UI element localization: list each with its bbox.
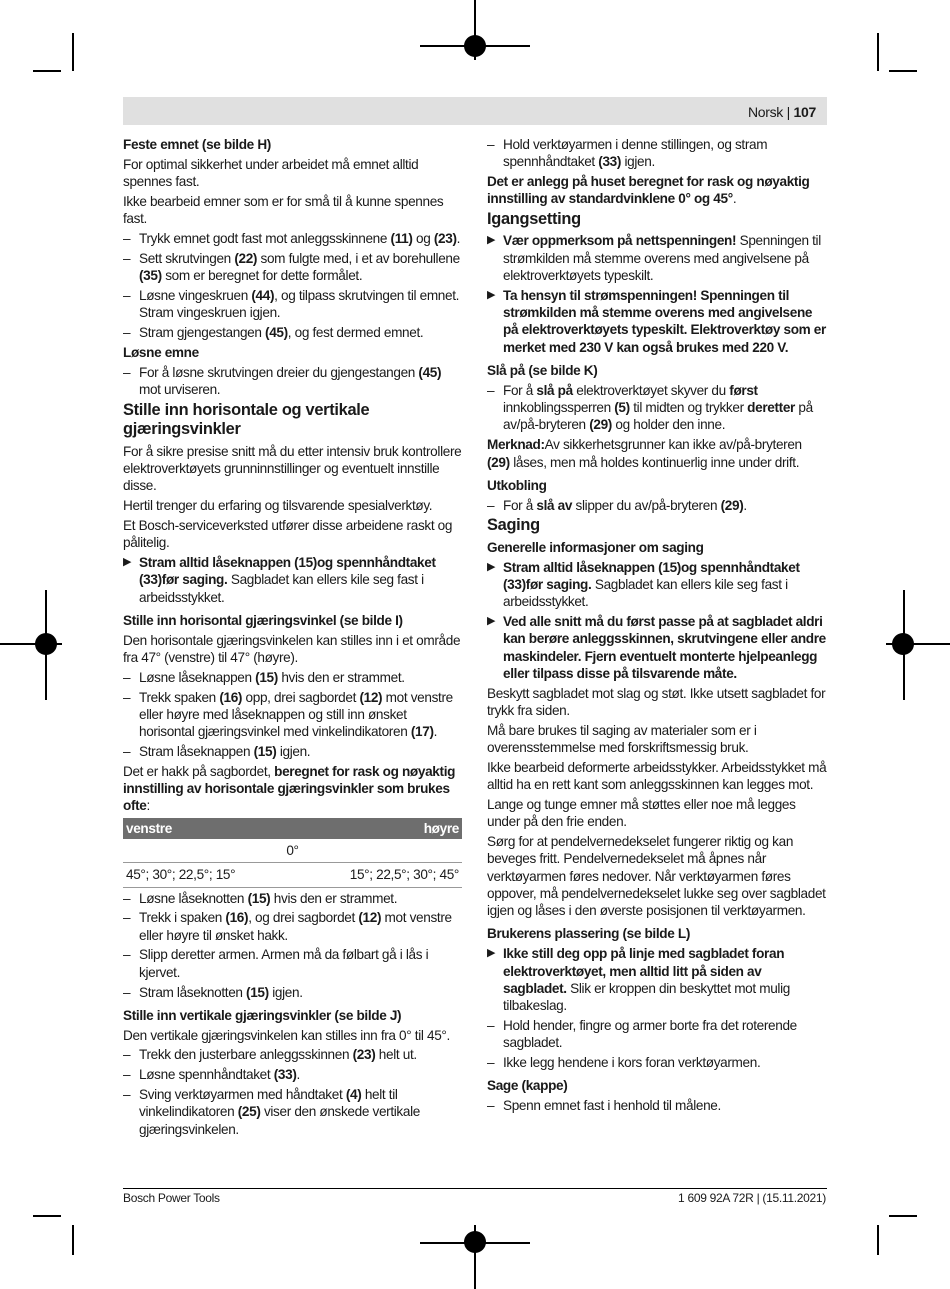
page-number: 107 [793, 104, 816, 120]
paragraph: Det er anlegg på huset beregnet for rask og nøyaktig innstilling av standardvinklene 0° og 45°. [487, 174, 810, 207]
section-title-utkobling: Utkobling [487, 477, 547, 493]
triangle-bullet-icon: ▶ [487, 947, 496, 960]
list-item: – Spenn emnet fast i henhold til målene. [487, 1097, 827, 1114]
list-item: – Stram låseknotten (15) igjen. [123, 984, 463, 1001]
triangle-bullet-icon: ▶ [487, 288, 496, 301]
header-bar [123, 97, 827, 125]
warning-item: ▶ Ikke still deg opp på linje med sagbladet foran elektroverktøyet, men alltid litt på siden av sagbladet. Slik er kroppen din beskyttet mot mulig tilbakeslag. [487, 946, 790, 1014]
list-item: – Slipp deretter armen. Armen må da følbart gå i lås i kjervet. [123, 946, 463, 981]
paragraph: Beskytt sagbladet mot slag og støt. Ikke utsett sagbladet for trykk fra siden. [487, 685, 826, 718]
list-item: – Trykk emnet godt fast mot anleggsskinnene (11) og (23). [123, 230, 463, 247]
list-item: – Løsne låseknappen (15) hvis den er strammet. [123, 669, 463, 686]
section-title-brukerens: Brukerens plassering (se bilde L) [487, 926, 690, 942]
list-item: – Hold verktøyarmen i denne stillingen, og stram spennhåndtaket (33) igjen. [487, 136, 827, 171]
section-title-sla-pa: Slå på (se bilde K) [487, 363, 598, 379]
list-item: – Stram låseknappen (15) igjen. [123, 743, 463, 760]
list-item: – For å løsne skrutvingen dreier du gjengestangen (45) mot urviseren. [123, 364, 463, 399]
list-item: – Trekk spaken (16) opp, drei sagbordet (12) mot venstre eller høyre med låseknappen og still inn ønsket horisontal gjæringsvinkel med vinkelindikatoren (17). [123, 689, 463, 741]
registration-mark-bottom [420, 1225, 530, 1289]
header-separator: | [786, 104, 790, 120]
section-heading-stille: Stille inn horisontale og vertikale gjæringsvinkler [123, 400, 370, 439]
paragraph: Må bare brukes til saging av materialer som er i overensstemmelse med forskriftsmessig bruk. [487, 722, 757, 755]
crop-mark-top-left-h [33, 70, 61, 72]
paragraph: Lange og tunge emner må støttes eller noe må legges under på den frie enden. [487, 796, 796, 830]
paragraph: For å sikre presise snitt må du etter intensiv bruk kontrollere elektroverktøyets grunninnstillinger og eventuelt innstille disse. [123, 443, 462, 494]
warning-item: ▶ Ved alle snitt må du først passe på at sagbladet aldri kan berøre anleggsskinnen, skrutvingene eller andre maskindeler. Fjern eventuelt monterte hjelpeanlegg eller tilpass disse på tilsvarende måte. [487, 613, 826, 681]
section-title-feste: Feste emnet (se bilde H) [123, 137, 271, 152]
list-item: – Stram gjengestangen (45), og fest dermed emnet. [123, 324, 463, 341]
page-header [748, 104, 816, 120]
paragraph: Et Bosch-serviceverksted utfører disse arbeidene raskt og pålitelig. [123, 517, 453, 551]
crop-mark-top-right-v [877, 33, 879, 71]
section-heading-saging: Saging [487, 516, 540, 535]
paragraph: Hertil trenger du erfaring og tilsvarende spesialverktøy. [123, 498, 433, 514]
crop-mark-bottom-left-h [33, 1215, 61, 1217]
warning-item: ▶ Stram alltid låseknappen (15)og spennhåndtaket (33)før saging. Sagbladet kan ellers kile seg fast i arbeidsstykket. [487, 559, 800, 610]
footer-brand: Bosch Power Tools [123, 1191, 220, 1205]
table-cell-center: 0° [123, 839, 462, 863]
warning-item: ▶ Stram alltid låseknappen (15)og spennhåndtaket (33)før saging. Sagbladet kan ellers kile seg fast i arbeidsstykket. [123, 555, 436, 605]
list-item: – Ikke legg hendene i kors foran verktøyarmen. [487, 1054, 827, 1071]
header-language: Norsk [747, 104, 783, 120]
footer-doc-number: 1 609 92A 72R | (15.11.2021) [678, 1191, 826, 1205]
list-item: – Løsne spennhåndtaket (33). [123, 1066, 463, 1083]
section-title-sage: Sage (kappe) [487, 1078, 568, 1094]
section-title-losne: Løsne emne [123, 344, 199, 360]
triangle-bullet-icon: ▶ [487, 234, 496, 247]
registration-mark-left [0, 590, 62, 700]
right-column [487, 136, 827, 1117]
paragraph: Ikke bearbeid emner som er for små til å kunne spennes fast. [123, 193, 444, 227]
crop-mark-bottom-right-h [889, 1215, 917, 1217]
list-item: – For å slå av slipper du av/på-bryteren (29). [487, 497, 827, 514]
paragraph: For optimal sikkerhet under arbeidet må emnet alltid spennes fast. [123, 156, 419, 190]
crop-mark-bottom-right-v [877, 1225, 879, 1255]
section-title-generelle: Generelle informasjoner om saging [487, 539, 704, 555]
paragraph: Den vertikale gjæringsvinkelen kan stilles inn fra 0° til 45°. [123, 1027, 450, 1043]
list-item: – Hold hender, fingre og armer borte fra det roterende sagbladet. [487, 1017, 827, 1052]
section-heading-igangsetting: Igangsetting [487, 210, 581, 229]
paragraph: Ikke bearbeid deformerte arbeidsstykker. Arbeidsstykket må alltid ha en rett kant som anleggsskinnen kan legges mot. [487, 759, 827, 793]
table-header-right: høyre [293, 818, 463, 839]
registration-mark-top [420, 0, 530, 60]
triangle-bullet-icon: ▶ [123, 556, 132, 569]
paragraph: Det er hakk på sagbordet, beregnet for rask og nøyaktig innstilling av horisontale gjæringsvinkler som brukes ofte: [123, 763, 456, 814]
table-cell-right: 15°; 22,5°; 30°; 45° [293, 863, 463, 887]
warning-item: ▶ Ta hensyn til strømspenningen! Spenningen til strømkilden må stemme overens med angivelsene på elektroverktøyets typeskilt. Elektroverktøy som er merket med 230 V kan også brukes med 220 V. [487, 287, 826, 355]
footer-rule [123, 1188, 827, 1189]
list-item: – Løsne vingeskruen (44), og tilpass skrutvingen til emnet. Stram vingeskruen igjen. [123, 287, 463, 322]
list-item: – For å slå på elektroverktøyet skyver du først innkoblingssperren (5) til midten og trykker deretter på av/på-bryteren (29) og holder den inne. [487, 382, 827, 434]
table-cell-left: 45°; 30°; 22,5°; 15° [123, 863, 293, 887]
left-column [123, 136, 463, 1140]
list-item: – Trekk den justerbare anleggsskinnen (23) helt ut. [123, 1046, 463, 1063]
list-item: – Trekk i spaken (16), og drei sagbordet (12) mot venstre eller høyre til ønsket hakk. [123, 909, 463, 944]
angle-table [123, 818, 462, 888]
note-paragraph: Merknad:Av sikkerhetsgrunner kan ikke av/på-bryteren (29) låses, men må holdes kontinuerlig inne under drift. [487, 437, 802, 470]
registration-mark-right [886, 590, 950, 700]
paragraph: Sørg for at pendelvernedekselet fungerer riktig og kan beveges fritt. Pendelvernedekselet må åpnes når verktøyarmen føres nedover. Når verktøyarmen føres oppover, må pendelvernedekselet lukke seg over sagbladet igjen og låses i den øverste posisjonen til verktøyarmen. [487, 833, 826, 919]
crop-mark-top-right-h [889, 70, 917, 72]
list-item: – Sving verktøyarmen med håndtaket (4) helt til vinkelindikatoren (25) viser den ønskede vertikale gjæringsvinkelen. [123, 1086, 463, 1138]
crop-mark-top-left-v [72, 33, 74, 71]
list-item: – Sett skrutvingen (22) som fulgte med, i et av borehullene (35) som er beregnet for dette formålet. [123, 250, 463, 285]
section-title-vertical: Stille inn vertikale gjæringsvinkler (se bilde J) [123, 1007, 402, 1023]
list-item: – Løsne låseknotten (15) hvis den er strammet. [123, 890, 463, 907]
warning-item: ▶ Vær oppmerksom på nettspenningen! Spenningen til strømkilden må stemme overens med angivelsene på elektroverktøyets typeskilt. [487, 233, 821, 284]
paragraph: Den horisontale gjæringsvinkelen kan stilles inn i et område fra 47° (venstre) til 47° (høyre). [123, 632, 461, 666]
triangle-bullet-icon: ▶ [487, 614, 496, 627]
triangle-bullet-icon: ▶ [487, 560, 496, 573]
crop-mark-bottom-left-v [72, 1225, 74, 1255]
table-header-left: venstre [123, 818, 293, 839]
section-title-horizontal: Stille inn horisontal gjæringsvinkel (se bilde I) [123, 612, 403, 628]
